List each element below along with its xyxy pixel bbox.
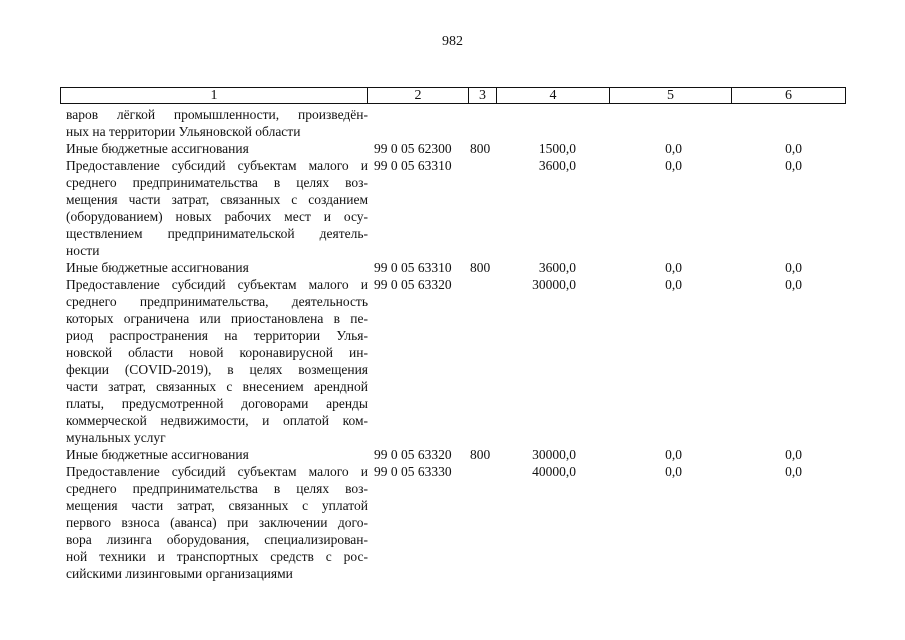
row-value-col5: 0,0: [665, 141, 682, 156]
row-value-col6: 0,0: [785, 260, 802, 275]
page-number: 982: [442, 34, 463, 49]
row-value-col4: 30000,0: [532, 447, 576, 462]
description-line: коммерческой недвижимости, и оплатой ком-: [66, 413, 368, 428]
description-line: вора лизинга оборудования, специализирован-: [66, 532, 368, 547]
row-value-col5: 0,0: [665, 464, 682, 479]
row-description: [66, 446, 368, 463]
row-description: [66, 106, 368, 140]
row-code: 99 0 05 63330: [374, 464, 452, 479]
description-line: ных на территории Ульяновской области: [66, 124, 301, 139]
row-code: 99 0 05 63310: [374, 260, 452, 275]
description-line: первого взноса (аванса) при заключении дого-: [66, 515, 368, 530]
row-value-col5: 0,0: [665, 277, 682, 292]
row-code: 99 0 05 63320: [374, 277, 452, 292]
description-line: мещения части затрат, связанных с созданием: [66, 192, 368, 207]
row-code: 99 0 05 63320: [374, 447, 452, 462]
description-line: Иные бюджетные ассигнования: [66, 447, 249, 462]
row-expense-type: 800: [470, 260, 491, 275]
row-value-col5: 0,0: [665, 158, 682, 173]
row-value-col4: 40000,0: [532, 464, 576, 479]
table-body: [60, 106, 846, 582]
table-row: [60, 446, 846, 463]
row-description: [66, 259, 368, 276]
row-value-col6: 0,0: [785, 141, 802, 156]
description-line: среднего предпринимательства, деятельность: [66, 294, 368, 309]
description-line: фекции (COVID-2019), в целях возмещения: [66, 362, 368, 377]
row-value-col6: 0,0: [785, 277, 802, 292]
row-description: [66, 276, 368, 446]
description-line: Иные бюджетные ассигнования: [66, 260, 249, 275]
header-col-1: 1: [61, 88, 368, 103]
description-line: Предоставление субсидий субъектам малого и: [66, 277, 368, 292]
row-expense-type: 800: [470, 141, 491, 156]
row-value-col6: 0,0: [785, 447, 802, 462]
description-line: Предоставление субсидий субъектам малого и: [66, 158, 368, 173]
table-header: [60, 87, 846, 104]
row-description: [66, 140, 368, 157]
row-expense-type: 800: [470, 447, 491, 462]
table-row: [60, 140, 846, 157]
description-line: (оборудованием) новых рабочих мест и осу-: [66, 209, 368, 224]
table-row: [60, 463, 846, 582]
description-line: новской области новой коронавирусной ин-: [66, 345, 368, 360]
row-code: 99 0 05 62300: [374, 141, 452, 156]
table-row: [60, 259, 846, 276]
row-value-col6: 0,0: [785, 464, 802, 479]
description-line: ности: [66, 243, 100, 258]
row-value-col5: 0,0: [665, 260, 682, 275]
header-col-5: 5: [610, 88, 732, 103]
header-col-2: 2: [368, 88, 469, 103]
row-value-col4: 1500,0: [538, 141, 576, 156]
description-line: риод распространения на территории Улья-: [66, 328, 368, 343]
description-line: платы, предусмотренной договорами аренды: [66, 396, 368, 411]
row-value-col6: 0,0: [785, 158, 802, 173]
row-description: [66, 157, 368, 259]
row-value-col4: 30000,0: [532, 277, 576, 292]
row-value-col5: 0,0: [665, 447, 682, 462]
header-col-3: 3: [469, 88, 497, 103]
description-line: ной техники и транспортных средств с рос-: [66, 549, 368, 564]
description-line: Предоставление субсидий субъектам малого и: [66, 464, 368, 479]
row-code: 99 0 05 63310: [374, 158, 452, 173]
row-value-col4: 3600,0: [538, 158, 576, 173]
description-line: среднего предпринимательства в целях воз-: [66, 481, 368, 496]
description-line: сийскими лизинговыми организациями: [66, 566, 293, 581]
description-line: Иные бюджетные ассигнования: [66, 141, 249, 156]
description-line: мунальных услуг: [66, 430, 166, 445]
header-col-4: 4: [497, 88, 610, 103]
description-line: части затрат, связанных с внесением арендной: [66, 379, 368, 394]
table-row: [60, 157, 846, 259]
description-line: ществлением предпринимательской деятель-: [66, 226, 368, 241]
description-line: варов лёгкой промышленности, произведён-: [66, 107, 368, 122]
description-line: мещения части затрат, связанных с уплатой: [66, 498, 368, 513]
row-description: [66, 463, 368, 582]
row-value-col4: 3600,0: [538, 260, 576, 275]
description-line: которых ограничена или приостановлена в пе-: [66, 311, 368, 326]
description-line: среднего предпринимательства в целях воз-: [66, 175, 368, 190]
header-col-6: 6: [785, 88, 792, 103]
table-row: [60, 106, 846, 140]
table-row: [60, 276, 846, 446]
